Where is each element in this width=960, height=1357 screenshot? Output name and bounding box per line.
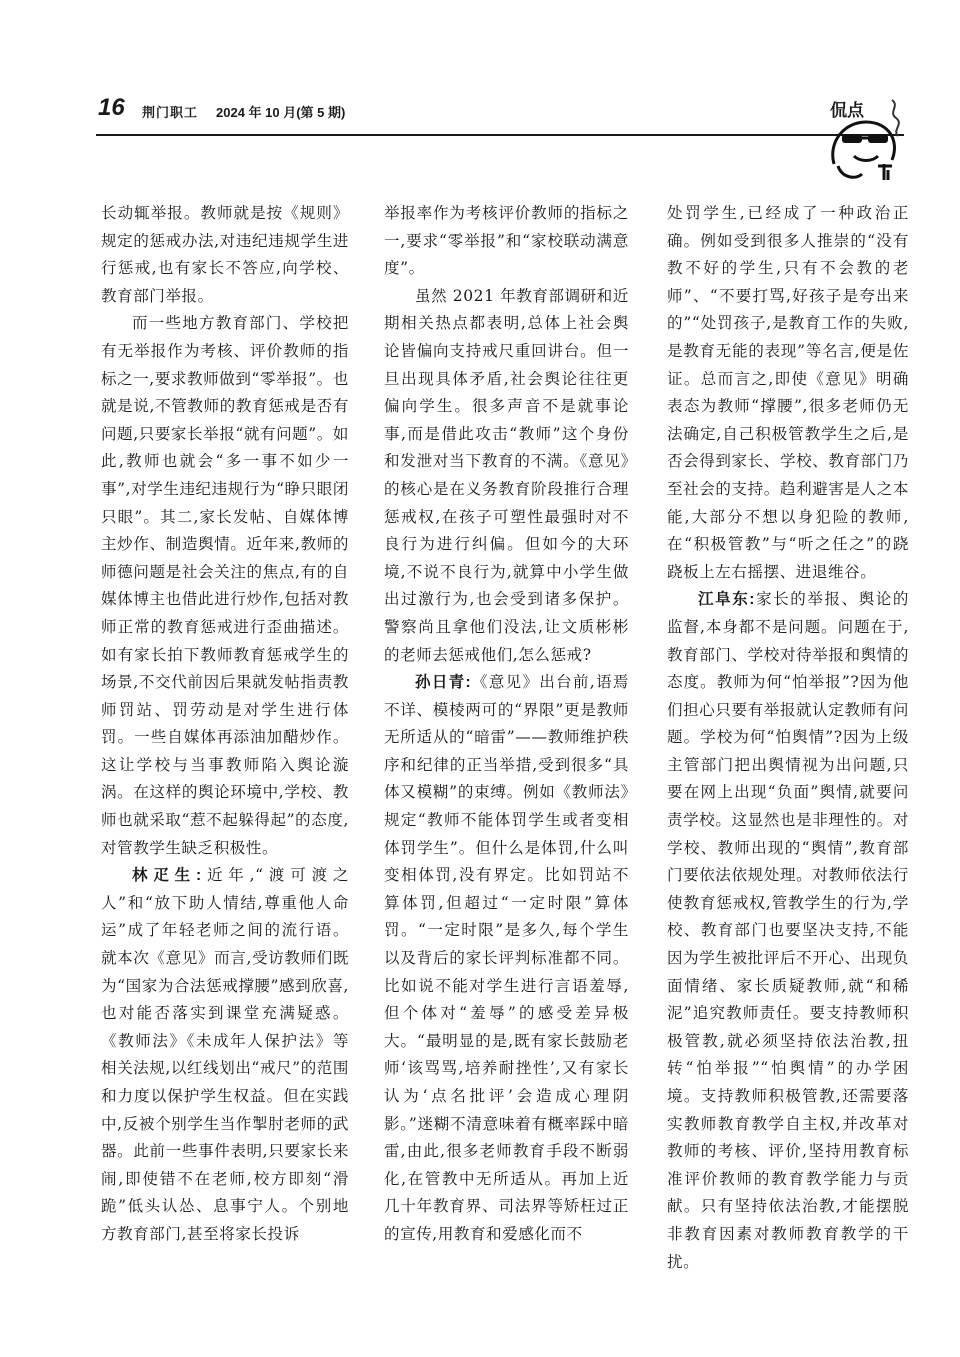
- paragraph: 处罚学生,已经成了一种政治正确。例如受到很多人推崇的“没有教不好的学生,只有不会教的老师”、“不要打骂,好孩子是夸出来的”“处罚孩子,是教育工作的失败,是教育无能的表现”等名言,便是佐证。总而言之,即使《意见》明确表态为教师“撑腰”,很多老师仍无法确定,自己积极管教学生之后,是否会得到家长、学校、教育部门乃至社会的支持。趋利避害是人之本能,大部分不想以身犯险的教师,在“积极管教”与“听之任之”的跷跷板上左右摇摆、进退维谷。: [667, 204, 909, 581]
- paragraph-text: 近年,“渡可渡之人”和“放下助人情结,尊重他人命运”成了年轻老师之间的流行语。就本次《意见》而言,受访教师们既为“国家为合法惩戒撑腰”感到欣喜,也对能否落实到课堂充满疑惑。《教师法》《未成年人保护法》等相关法规,以红线划出“戒尺”的范围和力度以保护学生权益。但在实践中,反被个别学生当作掣肘老师的武器。此前一些事件表明,只要家长来闹,即使错不在老师,校方即刻“滑跪”低头认怂、息事宁人。个别地方教育部门,甚至将家长投诉: [101, 866, 349, 1243]
- speaker-paragraph: [101, 862, 349, 1248]
- speaker-name: 林疋生:: [132, 867, 202, 885]
- paragraph-text: 《意见》出台前,语焉不详、模棱两可的“界限”更是教师无所适从的“暗雷”——教师维护秩序和纪律的正当举措,受到很多“具体又模糊”的束缚。例如《教师法》规定“教师不能体罚学生或者变相体罚学生”。但什么是体罚,什么叫变相体罚,没有界定。比如罚站不算体罚,但超过“一定时限”算体罚。“一定时限”是多久,每个学生以及背后的家长评判标准都不同。比如说不能对学生进行言语羞辱,但个体对“羞辱”的感受差异极大。“最明显的是,既有家长鼓励老师‘该骂骂,培养耐挫性’,又有家长认为‘点名批评’会造成心理阴影。”迷糊不清意味着有概率踩中暗雷,由此,很多老师教育手段不断弱化,在管教中无所适从。再加上近几十年教育界、司法界等矫枉过正的宣传,用教育和爱感化而不: [384, 673, 630, 1243]
- paragraph: 而一些地方教育部门、学校把有无举报作为考核、评价教师的指标之一,要求教师做到“零举报”。也就是说,不管教师的教育惩戒是否有问题,只要家长举报“就有问题”。如此,教师也就会“多一事不如少一事”,对学生违纪违规行为“睁只眼闭只眼”。其二,家长发帖、自媒体博主炒作、制造舆情。近年来,教师的师德问题是社会关注的焦点,有的自媒体博主也借此进行炒作,包括对教师正常的教育惩戒进行歪曲描述。如有家长拍下教师教育惩戒学生的场景,不交代前因后果就发帖指责教师罚站、罚劳动是对学生进行体罚。一些自媒体再添油加醋炒作。这让学校与当事教师陷入舆论漩涡。在这样的舆论环境中,学校、教师也就采取“惹不起躲得起”的态度,对管教学生缺乏积极性。: [101, 314, 349, 857]
- article-column-2: [384, 200, 629, 1249]
- page-header: [98, 96, 828, 126]
- speaker-name: 孙日青:: [415, 674, 472, 692]
- magazine-name: 荆门职工: [142, 105, 199, 120]
- speaker-paragraph: [667, 586, 909, 1276]
- page-number: 16: [98, 94, 125, 121]
- header-rule: [96, 134, 904, 136]
- speaker-name: 江阜东:: [698, 591, 756, 609]
- column-logo: [826, 94, 908, 182]
- article-column-3: [667, 200, 909, 1276]
- paragraph-text: 家长的举报、舆论的监督,本身都不是问题。问题在于,教育部门、学校对待举报和舆情的态度。教师为何“怕举报”?因为他们担心只要有举报就认定教师有问题。学校为何“怕舆情”?因为上级主管部门把出舆情视为出问题,只要在网上出现“负面”舆情,就要问责学校。这显然也是非理性的。对学校、教师出现的“舆情”,教育部门要依法依规处理。对教师依法行使教育惩戒权,管教学生的行为,学校、教育部门也要坚决支持,不能因为学生被批评后不开心、出现负面情绪、家长质疑教师,就“和稀泥”追究教师责任。要支持教师积极管教,就必须坚持依法治教,扭转“怕举报”“怕舆情”的办学困境。支持教师积极管教,还需要落实教师教育教学自主权,并改革对教师的考核、评价,坚持用教育标准评价教师的教育教学能力与贡献。只有坚持依法治教,才能摆脱非教育因素对教师教育教学的干扰。: [667, 590, 910, 1271]
- issue-date: 2024 年 10 月(第 5 期): [216, 105, 346, 120]
- paragraph: 虽然 2021 年教育部调研和近期相关热点都表明,总体上社会舆论皆偏向支持戒尺重回讲台。但一旦出现具体矛盾,社会舆论往往更偏向学生。很多声音不是就事论事,而是借此攻击“教师”这个身份和发泄对当下教育的不满。《意见》的核心是在义务教育阶段推行合理惩戒权,在孩子可塑性最强时对不良行为进行纠偏。但如今的大环境,不说不良行为,就算中小学生做出过激行为,也会受到诸多保护。警察尚且拿他们没法,让文质彬彬的老师去惩戒他们,怎么惩戒?: [384, 286, 629, 664]
- speaker-paragraph: [384, 669, 629, 1248]
- cartoon-face-icon: [826, 94, 908, 182]
- paragraph: 举报率作为考核评价教师的指标之一,要求“零举报”和“家校联动满意度”。: [384, 204, 629, 278]
- paragraph: 长动辄举报。教师就是按《规则》规定的惩戒办法,对违纪违规学生进行惩戒,也有家长不答应,向学校、教育部门举报。: [101, 204, 349, 305]
- logo-title: 侃点: [830, 101, 864, 121]
- article-column-1: [101, 200, 349, 1249]
